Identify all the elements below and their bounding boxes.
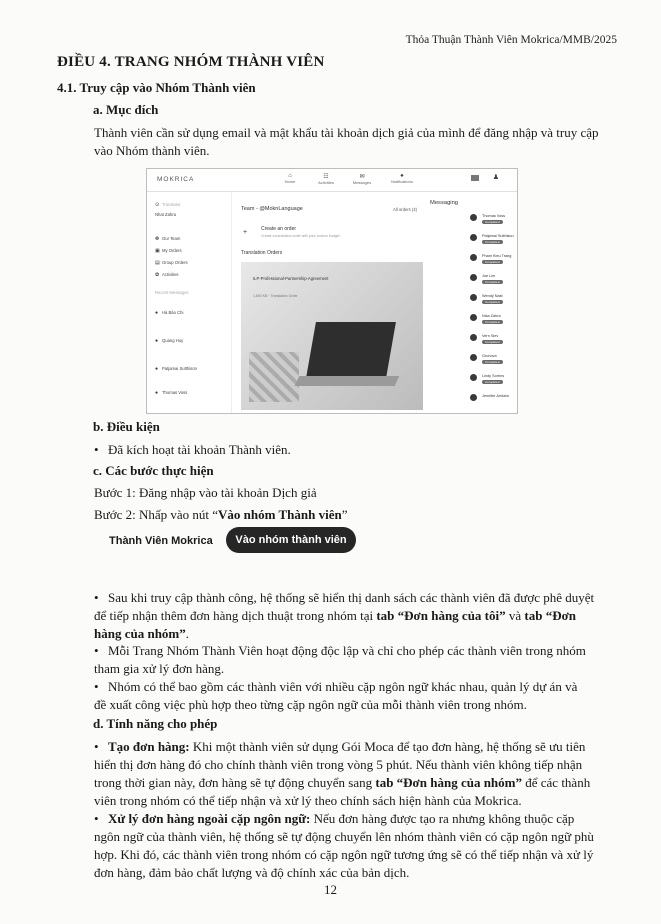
member-ha-bao-chi: ● Hà Bảo Chi — [155, 310, 184, 316]
purpose-text-line-2: vào Nhóm thành viên. — [94, 143, 210, 158]
avatar-icon — [470, 334, 477, 341]
messaging-title: Messaging — [430, 200, 459, 206]
orders-count: All orders (3) — [393, 207, 417, 212]
translation-orders-title: Translation Orders — [241, 250, 283, 256]
plus-icon: + — [243, 229, 248, 236]
condition-item: • Đã kích hoạt tài khoản Thành viên. — [94, 442, 291, 457]
avatar-icon: ● — [155, 366, 159, 372]
flags-image — [249, 352, 299, 402]
create-order-card — [243, 222, 421, 244]
steps-heading: c. Các bước thực hiện — [93, 463, 214, 478]
section-title: 4.1. Truy cập vào Nhóm Thành viên — [57, 80, 256, 95]
bullet-3: • Nhóm có thể bao gồm các thành viên với nhiều cặp ngôn ngữ khác nhau, quản lý dự án và đề xuất công việc phù hợp theo từng cặp ngôn ngữ của mỗi thành viên trong nhóm. — [94, 679, 578, 712]
bullet-1: • Sau khi truy cập thành công, hệ thống sẽ hiển thị danh sách các thành viên đã được phê duyệt để tiếp nhận thêm đơn hàng dịch thuật trong nhóm tại tab “Đơn hàng của tôi” và tab “Đơn hàng của nhóm”. — [94, 590, 595, 641]
purpose-heading: a. Mục đích — [93, 102, 159, 117]
avatar-icon: ● — [155, 390, 159, 396]
member-thomas-voss: ● Thomas Voss — [155, 390, 188, 396]
step-2: Bước 2: Nhấp vào nút “Vào nhóm Thành viên” — [94, 507, 348, 522]
activity-icon: ✿ — [155, 272, 160, 278]
avatar-icon — [470, 254, 477, 261]
avatar-icon: ● — [155, 310, 159, 316]
step-1: Bước 1: Đăng nhập vào tài khoản Dịch giả — [94, 485, 317, 500]
join-member-group-button[interactable]: Vào nhóm thành viên — [226, 527, 356, 553]
order-card — [241, 262, 423, 410]
laptop-image — [306, 322, 396, 378]
menu-my-orders: ▣ My Orders — [155, 248, 182, 254]
laptop-base-image — [295, 376, 400, 386]
recent-messages-label: Recent Messages — [155, 290, 189, 295]
nav-messages: ✉ Messages — [345, 173, 379, 185]
member-group-screenshot — [146, 168, 518, 414]
purpose-text-line-1: Thành viên cần sử dụng email và mật khẩu tài khoản dịch giả của mình để đăng nhập và truy cập — [94, 125, 599, 140]
member-quang-huy: ● Quang Huy — [155, 338, 184, 344]
menu-our-team: ❁ Our Team — [155, 236, 181, 242]
article-title: ĐIỀU 4. TRANG NHÓM THÀNH VIÊN — [57, 54, 325, 70]
user-role: ⊙ Translator — [155, 202, 181, 208]
orders-icon: ▣ — [155, 248, 160, 254]
mokrica-member-label: Thành Viên Mokrica — [109, 535, 213, 547]
avatar-icon — [470, 234, 477, 241]
avatar-icon — [470, 354, 477, 361]
feature-create-order: • Tạo đơn hàng: Khi một thành viên sử dụng Gói Moca để tạo đơn hàng, hệ thống sẽ ưu tiên hiển thị đơn hàng đó cho chính thành viên trong vòng 5 phút. Nếu thành viên không tiếp nhận trong thời gian này, đơn hàng sẽ tự động chuyển sang tab “Đơn hàng của nhóm” để các thành viên trong nhóm có thể tiếp nhận và xử lý theo chính sách hiện hành của Mokrica. — [94, 739, 591, 808]
screenshot-sidebar — [147, 192, 232, 413]
language-flag-icon — [471, 175, 479, 181]
avatar-icon — [470, 214, 477, 221]
user-name: Nhat Zahra — [155, 212, 176, 217]
avatar-icon — [470, 294, 477, 301]
document-reference: Thỏa Thuận Thành Viên Mokrica/MMB/2025 — [405, 34, 617, 46]
user-icon: ⊙ — [155, 202, 160, 208]
order-title: ILP-Professional-Partnership-Agreement — [253, 276, 329, 281]
avatar-icon — [470, 274, 477, 281]
menu-group-orders: ▤ Group Orders — [155, 260, 188, 266]
menu-activities: ✿ Activities — [155, 272, 179, 278]
condition-heading: b. Điều kiện — [93, 419, 160, 434]
screenshot-topbar — [147, 169, 517, 192]
team-icon: ❁ — [155, 236, 160, 242]
features-heading: d. Tính năng cho phép — [93, 716, 218, 731]
group-orders-icon: ▤ — [155, 260, 160, 266]
user-avatar-icon: ♟ — [492, 174, 499, 181]
notifications-icon: ♠ — [400, 173, 404, 179]
avatar-icon — [470, 314, 477, 321]
nav-activities: ☷ Activities — [309, 173, 343, 185]
avatar-icon: ● — [155, 338, 159, 344]
member-patjamai: ● Patjamai Sutthison — [155, 366, 197, 372]
messages-icon: ✉ — [359, 174, 365, 180]
activities-icon: ☷ — [323, 174, 329, 180]
create-order-title: Create an order — [261, 226, 297, 232]
avatar-icon — [470, 374, 477, 381]
feature-outside-language-pair: • Xử lý đơn hàng ngoài cặp ngôn ngữ: Nếu đơn hàng được tạo ra nhưng không thuộc cặp ngôn ngữ của thành viên, hệ thống sẽ tự động chuyển lên nhóm thành viên có cặp ngôn ngữ phù hợp. Khi đó, các thành viên trong nhóm có cặp ngôn ngữ tương ứng sẽ có thể tiếp nhận và xử lý đơn hàng, đảm bảo chất lượng và độ chính xác của bản dịch. — [94, 811, 594, 880]
avatar-icon — [470, 394, 477, 401]
screenshot-main — [237, 192, 425, 413]
bullet-2: • Mỗi Trang Nhóm Thành Viên hoạt động độc lập và chỉ cho phép các thành viên trong nhóm tham gia xử lý đơn hàng. — [94, 643, 586, 676]
team-title: Team - @MoknLanguage — [241, 206, 303, 212]
home-icon: ⌂ — [288, 173, 292, 179]
nav-home: ⌂ Home — [273, 173, 307, 184]
order-desc: 1,500 KB · Translation Order — [253, 294, 298, 298]
create-order-desc: Create a translation order with your custom budget — [261, 234, 340, 238]
messaging-panel: Messaging Thomas Voss Completed Patjamai Sutthison Completed Pham Kieu Trang Completed Joe Lim Completed Wendy Nast Completed Nisa Zahra Completed Vern Siev Completed Grunova Completed Lindy Sorrins Completed Jennifer Aniston — [430, 192, 517, 413]
nav-notifications: ♠ Notifications — [385, 173, 419, 184]
page-number: 12 — [324, 882, 337, 897]
mokrica-logo: MOKRICA — [157, 176, 195, 183]
